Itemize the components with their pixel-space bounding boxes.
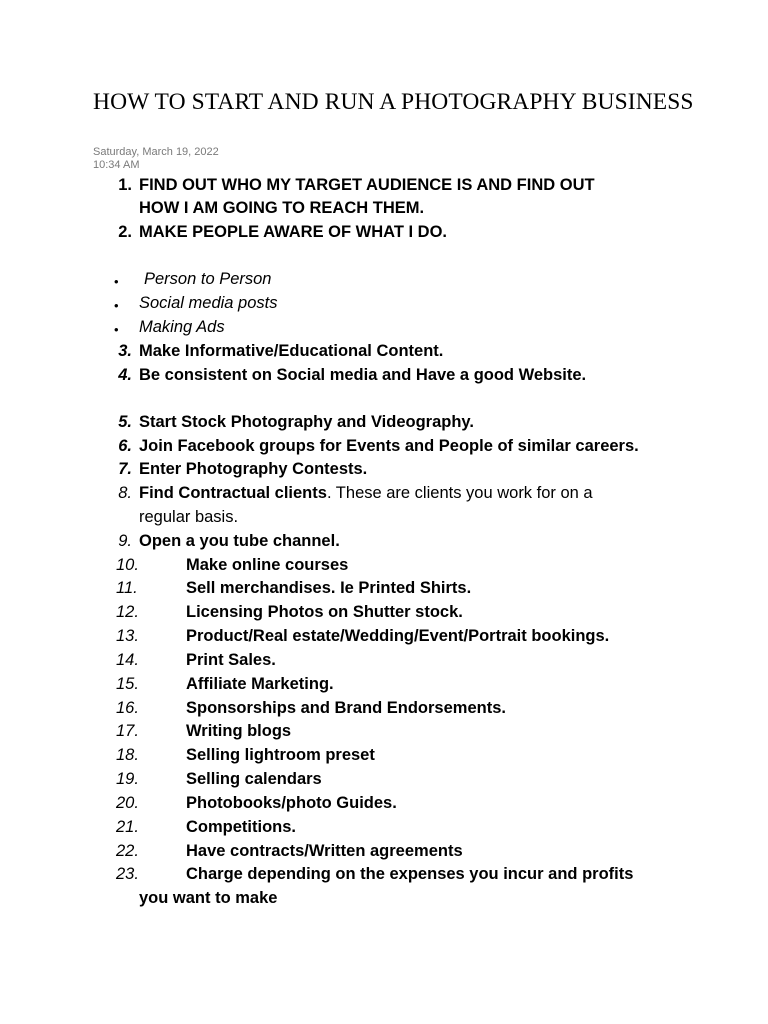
list-number: 18.	[116, 746, 139, 764]
bullet-text: Person to Person	[144, 270, 272, 288]
list-text: Competitions.	[186, 818, 296, 836]
list-number: 21.	[116, 818, 139, 836]
list-text: Sponsorships and Brand Endorsements.	[186, 699, 506, 717]
list-number: 23.	[116, 865, 139, 883]
list-number: 13.	[116, 627, 139, 645]
bullet-text: Making Ads	[139, 318, 225, 336]
bullet-icon: •	[114, 322, 119, 337]
page-date: Saturday, March 19, 2022	[93, 146, 219, 158]
list-text: Make online courses	[186, 556, 349, 574]
list-text: Print Sales.	[186, 651, 276, 669]
list-text: Selling lightroom preset	[186, 746, 375, 764]
bullet-text: Social media posts	[139, 294, 278, 312]
list-number: 9.	[118, 532, 132, 550]
list-text: Open a you tube channel.	[139, 532, 340, 550]
list-text: Join Facebook groups for Events and People of similar careers.	[139, 437, 639, 455]
list-text: Enter Photography Contests.	[139, 460, 368, 478]
list-number: 1.	[118, 176, 132, 194]
list-text: Affiliate Marketing.	[186, 675, 334, 693]
list-text: Charge depending on the expenses you incur and profits	[186, 865, 634, 883]
list-number: 10.	[116, 556, 139, 574]
list-text-bold: Find Contractual clients	[139, 484, 327, 502]
page-title: HOW TO START AND RUN A PHOTOGRAPHY BUSINESS	[93, 89, 694, 115]
list-text-rest: . These are clients you work for on a	[326, 484, 593, 502]
bullet-icon: •	[114, 298, 119, 313]
list-number: 3.	[118, 342, 132, 360]
list-number: 4.	[118, 366, 132, 384]
list-text: FIND OUT WHO MY TARGET AUDIENCE IS AND FIND OUT	[139, 176, 595, 194]
list-number: 8.	[118, 484, 132, 502]
page-time: 10:34 AM	[93, 159, 140, 171]
list-text: Licensing Photos on Shutter stock.	[186, 603, 463, 621]
list-text: Be consistent on Social media and Have a good Website.	[139, 366, 587, 384]
list-text	[139, 482, 593, 505]
list-text: regular basis.	[139, 508, 239, 526]
list-number: 14.	[116, 651, 139, 669]
list-number: 6.	[118, 437, 132, 455]
list-text: Have contracts/Written agreements	[186, 842, 463, 860]
list-text: HOW I AM GOING TO REACH THEM.	[139, 199, 425, 217]
list-number: 5.	[118, 413, 132, 431]
list-number: 15.	[116, 675, 139, 693]
list-text: Writing blogs	[186, 722, 292, 740]
list-text: Sell merchandises. Ie Printed Shirts.	[186, 579, 472, 597]
list-number: 11.	[116, 579, 138, 597]
list-number: 22.	[116, 842, 139, 860]
list-text: you want to make	[139, 889, 278, 907]
list-text: MAKE PEOPLE AWARE OF WHAT I DO.	[139, 223, 448, 241]
list-number: 20.	[116, 794, 139, 812]
bullet-icon: •	[114, 274, 119, 289]
list-text: Photobooks/photo Guides.	[186, 794, 397, 812]
list-number: 2.	[118, 223, 132, 241]
list-text: Make Informative/Educational Content.	[139, 342, 444, 360]
list-number: 12.	[116, 603, 139, 621]
list-text: Product/Real estate/Wedding/Event/Portrait bookings.	[186, 627, 610, 645]
list-text: Selling calendars	[186, 770, 322, 788]
list-number: 7.	[118, 460, 132, 478]
list-text: Start Stock Photography and Videography.	[139, 413, 474, 431]
list-number: 17.	[116, 722, 139, 740]
list-number: 16.	[116, 699, 139, 717]
list-number: 19.	[116, 770, 139, 788]
